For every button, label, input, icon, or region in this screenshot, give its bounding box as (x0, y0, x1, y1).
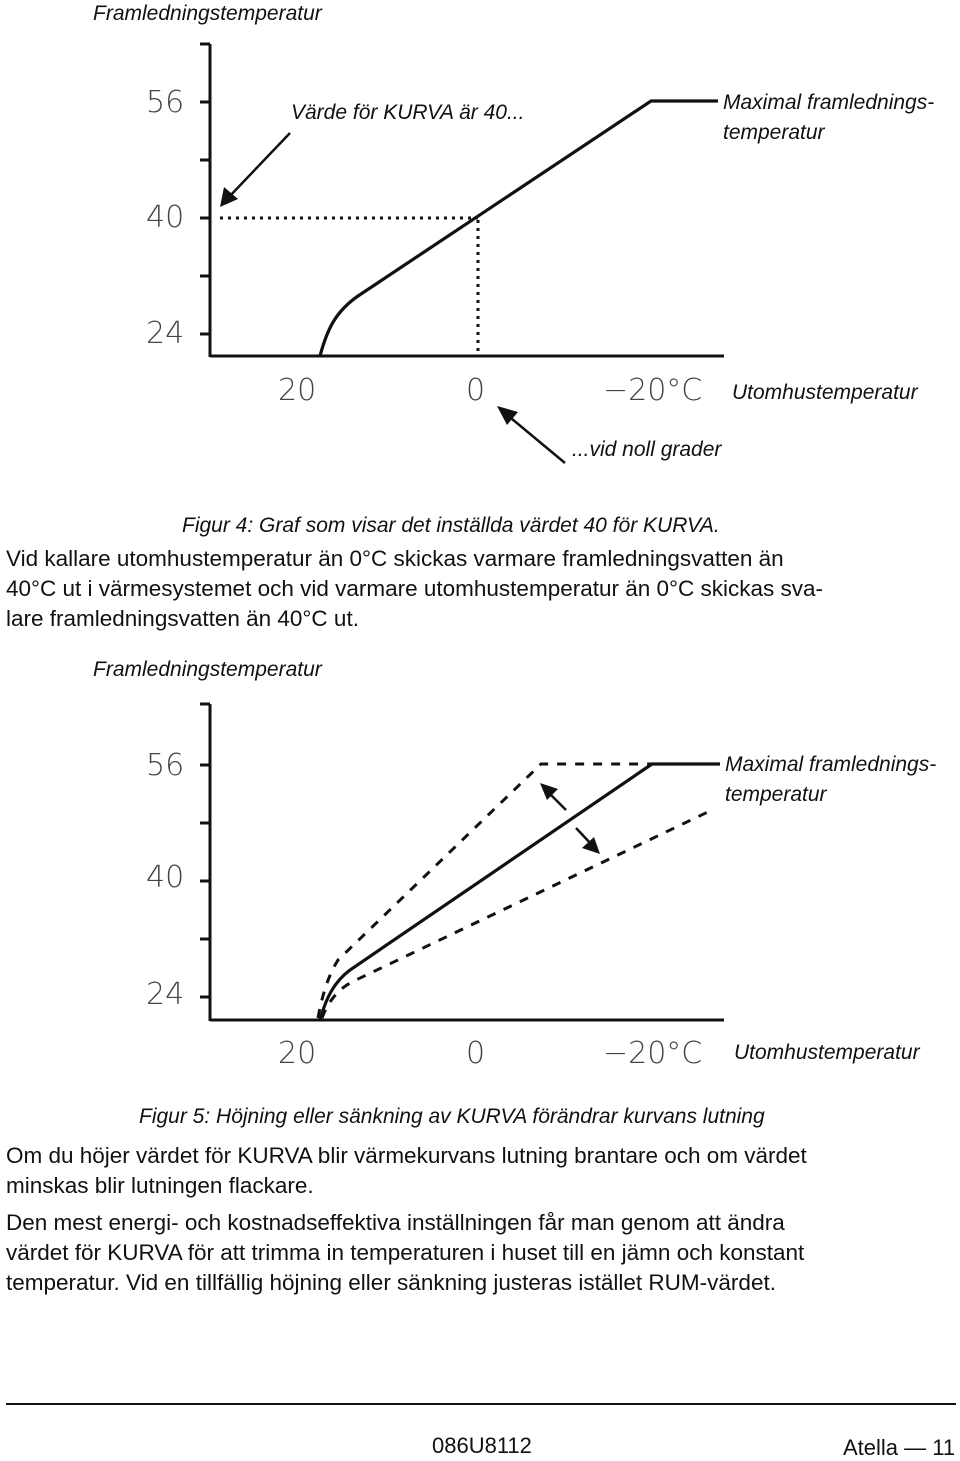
fig4-annotation-max (723, 88, 934, 148)
fig5-current-curve (320, 764, 720, 1020)
paragraph-1 (6, 544, 823, 634)
fig5-x-tick-0: 0 (466, 1036, 486, 1071)
figure-4-caption: Figur 4: Graf som visar det inställda värdet 40 för KURVA. (182, 514, 720, 537)
paragraph-3-line-3: temperatur. Vid en tillfällig höjning eller sänkning justeras istället RUM-värdet. (6, 1270, 776, 1295)
footer-product: Atella (843, 1435, 899, 1460)
fig5-x-axis-title: Utomhustemperatur (734, 1041, 920, 1064)
fig4-heating-curve (320, 101, 718, 356)
fig4-x-axis-title: Utomhustemperatur (732, 381, 918, 404)
fig4-x-tick-20: 20 (278, 373, 317, 408)
paragraph-2 (6, 1141, 807, 1201)
footer-rule (6, 1403, 956, 1405)
fig5-lower-arrow-head (582, 837, 600, 854)
fig5-raised-curve (318, 764, 720, 1018)
paragraph-3 (6, 1208, 804, 1298)
paragraph-3-line-2: värdet för KURVA för att trimma in temperaturen i huset till en jämn och konstant (6, 1240, 805, 1265)
footer-doc-code: 086U8112 (432, 1433, 532, 1458)
paragraph-1-line-2: 40°C ut i värmesystemet och vid varmare utomhustemperatur än 0°C skickas sva- (6, 576, 824, 601)
paragraph-2-line-1: Om du höjer värdet för KURVA blir värmekurvans lutning brantare och om värdet (6, 1143, 807, 1168)
fig4-annotation-value: Värde för KURVA är 40... (291, 101, 525, 124)
fig5-annotation-max-line1: Maximal framlednings- (725, 753, 937, 776)
footer-page-number: 11 (932, 1435, 956, 1460)
paragraph-2-line-2: minskas blir lutningen flackare. (6, 1173, 314, 1198)
paragraph-1-line-3: lare framledningsvatten än 40°C ut. (6, 606, 359, 631)
fig4-annotation-max-line2: temperatur (723, 121, 825, 144)
fig5-raise-arrow-head (540, 783, 558, 800)
fig4-annotation-zero: ...vid noll grader (572, 438, 722, 461)
figure-4-graph (0, 0, 960, 520)
fig5-y-tick-40: 40 (146, 860, 185, 895)
fig5-y-tick-56: 56 (146, 748, 185, 783)
fig4-y-axis-title: Framledningstemperatur (93, 2, 322, 25)
fig5-y-tick-24: 24 (146, 977, 185, 1012)
fig4-y-tick-56: 56 (146, 85, 185, 120)
footer-page-label (843, 1435, 955, 1461)
fig4-x-tick-0: 0 (466, 373, 486, 408)
fig5-annotation-max (725, 750, 936, 810)
fig4-value-arrow-line (228, 133, 290, 198)
footer-dash: — (904, 1435, 927, 1460)
fig5-lowered-curve (322, 810, 712, 1018)
fig4-x-tick-minus20: −20°C (603, 373, 703, 408)
fig5-y-axis-title: Framledningstemperatur (93, 658, 322, 681)
fig4-y-tick-40: 40 (146, 200, 185, 235)
fig4-annotation-max-line1: Maximal framlednings- (723, 91, 935, 114)
paragraph-3-line-1: Den mest energi- och kostnadseffektiva inställningen får man genom att ändra (6, 1210, 785, 1235)
fig5-x-tick-20: 20 (278, 1036, 317, 1071)
paragraph-1-line-1: Vid kallare utomhustemperatur än 0°C skickas varmare framledningsvatten än (6, 546, 784, 571)
fig4-zero-arrow-line (506, 414, 565, 463)
fig5-x-tick-minus20: −20°C (603, 1036, 703, 1071)
fig4-y-tick-24: 24 (146, 316, 185, 351)
fig5-annotation-max-line2: temperatur (725, 783, 827, 806)
figure-5-caption: Figur 5: Höjning eller sänkning av KURVA förändrar kurvans lutning (139, 1105, 765, 1128)
